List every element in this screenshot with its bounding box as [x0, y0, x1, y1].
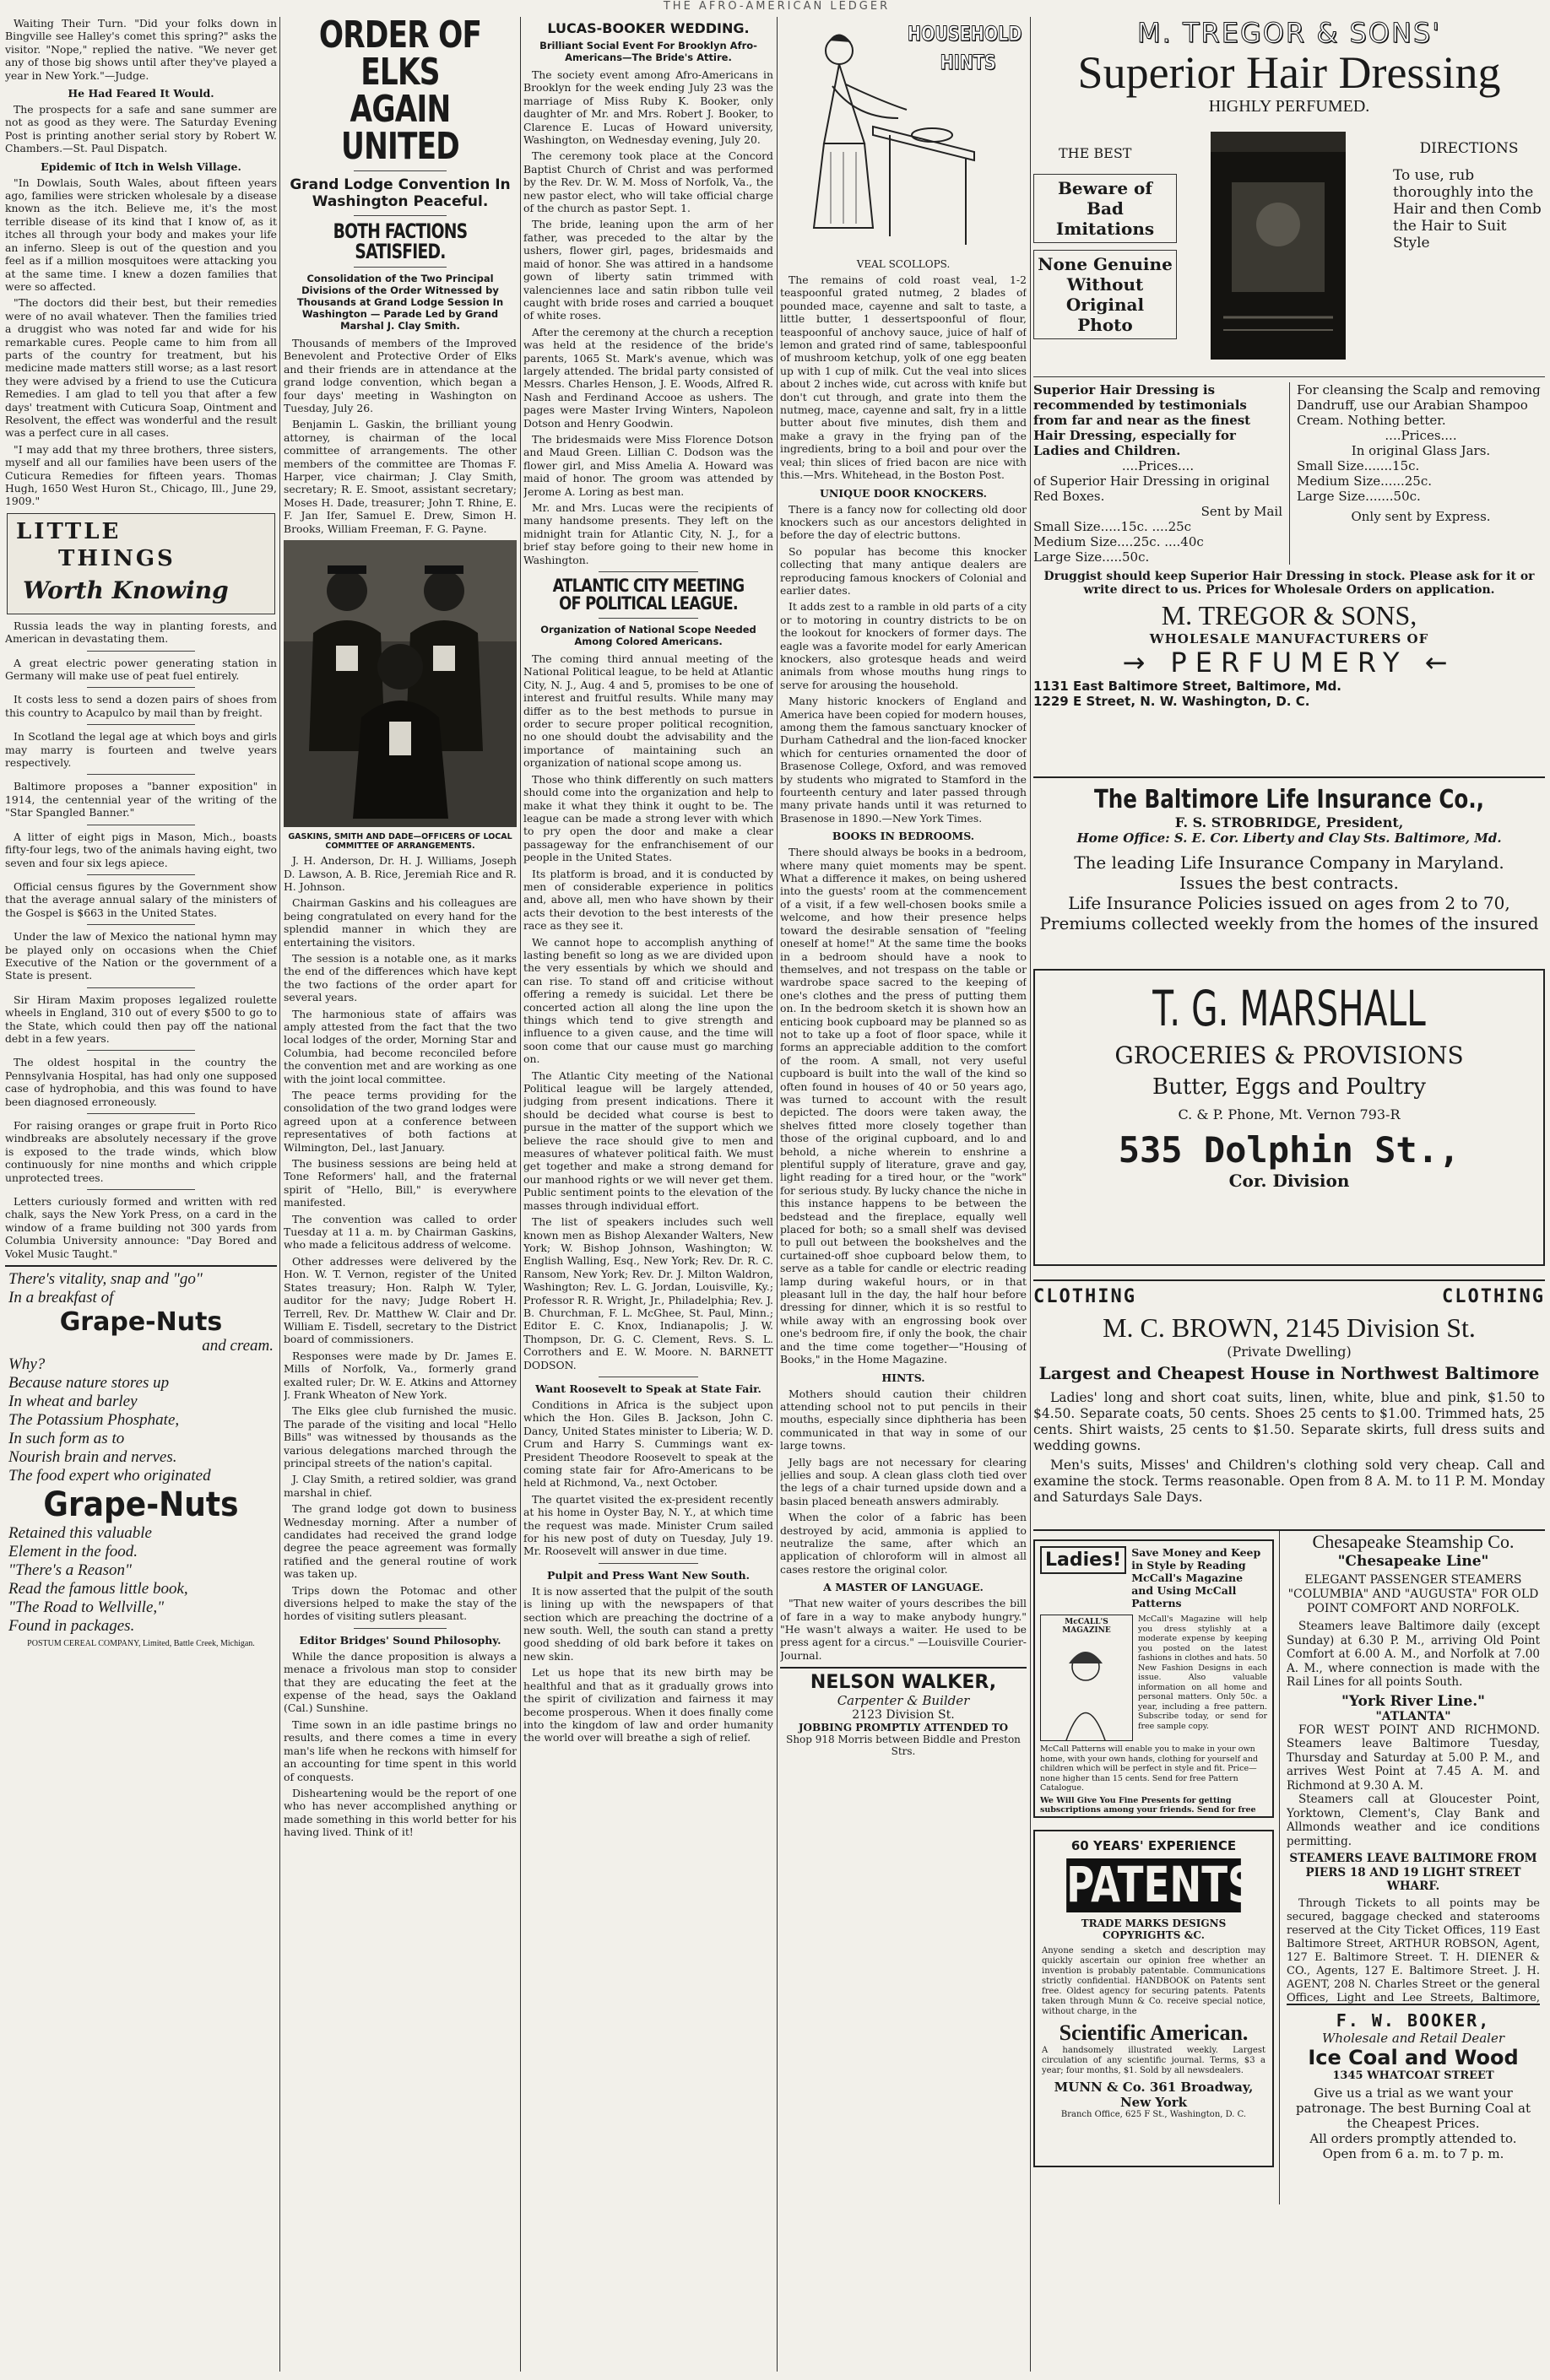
article-paragraph: J. Clay Smith, a retired soldier, was grand marshal in chief. — [284, 1473, 517, 1499]
ad-line: Element in the food. — [8, 1543, 138, 1561]
divider — [354, 267, 447, 268]
household-hints-cut — [780, 17, 1027, 270]
ad-line: Issues the best contracts. — [1179, 873, 1399, 893]
bottom-ads-left — [1033, 1531, 1280, 2204]
ad-title: F. W. BOOKER, — [1336, 2010, 1491, 2031]
ad-body: Steamers leave Baltimore daily (except Sunday) at 6.30 P. M., arriving Old Point Comfort at 6.00 A. M., and Norfolk at 7.00 A. M., where connection is made with the Rail Lines for all points South. — [1287, 1620, 1540, 1689]
ad-line: We Will Give You Fine Presents for getting subscriptions among your friends. Send for free — [1040, 1795, 1256, 1815]
tg-marshall-ad — [1033, 969, 1545, 1266]
nelson-walker-ad — [780, 1667, 1027, 1757]
divider — [87, 874, 196, 875]
household-title: HOUSEHOLD — [907, 22, 1022, 46]
tidbit: A great electric power generating station in Germany will make use of peat fuel entirely. — [5, 656, 277, 683]
article-paragraph: The ceremony took place at the Concord Baptist Church of Christ and was performed by the Rev. Dr. W. M. Moss of Norfolk, Va., the new pastor elect, who will take official charge of the church as pastor Sept. 1. — [523, 149, 773, 215]
grape-nuts-ad — [5, 1265, 277, 1652]
headline-both-factions: BOTH FACTIONS SATISFIED. — [333, 219, 468, 263]
headline-epidemic: Epidemic of Itch in Welsh Village. — [41, 160, 241, 173]
ad-line: "There's a Reason" — [8, 1561, 132, 1580]
ad-line: McCall Patterns will enable you to make in your own home, with your own hands, clothing for yourself and children which will be perfect in style and fit. Price—none higher than 15 cents. Send for free Pattern Catalogue. — [1040, 1744, 1259, 1793]
ad-address: 535 Dolphin St., — [1118, 1129, 1461, 1171]
article-deck: Organization of National Scope Needed Among Colored Americans. — [540, 624, 756, 648]
tregor-product: Superior Hair Dressing — [1077, 47, 1501, 98]
article-paragraph: "I may add that my three brothers, three sisters, myself and all our families have been users of the Cuticura Remedies for fifteen years. Thomas Hugh, 1650 West Huron St., Chicago, Ill., June 29, 1909." — [5, 442, 277, 508]
article-paragraph: When the color of a fabric has been destroyed by acid, ammonia is applied to neutralize the same, after which an application of chloroform will in almost all cases restore the original color. — [780, 1511, 1027, 1576]
photo-caption: GASKINS, SMITH AND DADE—OFFICERS OF LOCAL COMMITTEE OF ARRANGEMENTS. — [288, 832, 512, 852]
ad-line: Life Insurance Policies issued on ages from 2 to 70, — [1068, 893, 1510, 913]
ad-line: The Potassium Phosphate, — [8, 1411, 180, 1430]
ad-line: Why? — [8, 1355, 46, 1374]
article-paragraph: Those who think differently on such matters should come into the organization and help to make it what they think it ought to be. The league can be made a strong lever with which to pry open the door and make a clear passageway for the enfranchisement of our people in the United States. — [523, 772, 773, 864]
ad-line: 1345 WHATCOAT STREET — [1332, 2069, 1494, 2082]
headline-editor-bridges: Editor Bridges' Sound Philosophy. — [299, 1633, 501, 1647]
ad-line: GROCERIES & PROVISIONS — [1114, 1041, 1464, 1069]
ad-line: Cor. Division — [1228, 1171, 1350, 1191]
headline-door-knockers: UNIQUE DOOR KNOCKERS. — [819, 486, 988, 500]
tregor-directions: To use, rub thoroughly into the Hair and then Comb the Hair to Suit Style — [1393, 166, 1542, 252]
tregor-prices-left — [1033, 382, 1289, 565]
tidbit: A litter of eight pigs in Mason, Mich., boasts fifty-four legs, two of the animals having eight, two seven and four six legs apiece. — [5, 830, 277, 869]
article-paragraph: Many historic knockers of England and America have been copied for modern houses, among them the famous sanctuary knocker of Durham Cathedral and the lion-faced knocker which for centuries ornamented the door of Brasenose College, Oxford, and was removed by students who migrated to Stamford in the fourteenth century and later passed through many private hands until it was returned to Brasenose in 1890.—New York Times. — [780, 695, 1027, 825]
divider — [87, 687, 196, 688]
ad-body: FOR WEST POINT AND RICHMOND. Steamers leave Baltimore Tuesday, Thursday and Saturday at 5.00 P. M., and arrives West Point at 7.45 A. M. and Richmond at 9.30 A. M. — [1287, 1723, 1540, 1793]
ad-line: Because nature stores up — [8, 1374, 170, 1393]
article-paragraph: The bride, leaning upon the arm of her father, was preceded to the altar by the ushers, flower girl, pages, bridesmaids and maid of honor. She was attired in a handsome gown of liberty satin trimmed with valenciennes lace and satin ribbon tulle veil caught with bride roses and carried a bouquet of white roses. — [523, 218, 773, 322]
ad-line: TRADE MARKS DESIGNS COPYRIGHTS &C. — [1081, 1917, 1227, 1941]
ad-title: T. G. MARSHALL — [1152, 980, 1426, 1037]
divider — [87, 924, 196, 925]
ad-line: ....Prices.... — [1385, 427, 1457, 443]
ad-line: In wheat and barley — [8, 1393, 138, 1411]
column-2 — [284, 17, 517, 2372]
divider — [599, 1563, 698, 1564]
ad-body: Anyone sending a sketch and description may quickly ascertain our opinion free whether an invention is probably patentable. Communications strictly confidential. HANDBOOK on Patents sent free. Oldest agency for securing patents. Patents taken through Munn & Co. receive special notice, without charge, in the — [1042, 1945, 1265, 2016]
article-paragraph: J. H. Anderson, Dr. H. J. Williams, Joseph D. Lawson, A. B. Rice, Jeremiah Rice and R. H. Johnson. — [284, 854, 517, 893]
baltimore-life-ad — [1033, 776, 1545, 962]
ad-line: Home Office: S. E. Cor. Liberty and Clay Sts. Baltimore, Md. — [1076, 830, 1502, 846]
ad-line: "York River Line." — [1341, 1692, 1486, 1710]
article-paragraph: Its platform is broad, and it is conducted by men of considerable experience in politics and, above all, men who have shown by their acts their devotion to the best interests of the race as they see it. — [523, 867, 773, 933]
ad-line: 60 YEARS' EXPERIENCE — [1070, 1838, 1237, 1853]
tidbit: Baltimore proposes a "banner exposition" in 1914, the centennial year of the writing of the "Star Spangled Banner." — [5, 780, 277, 819]
article-paragraph: Trips down the Potomac and other diversions helped to make the stay of the hordes of visiting sutlers pleasant. — [284, 1583, 517, 1623]
column-rule — [1030, 17, 1031, 2372]
ad-line: Ice Coal and Wood — [1308, 2046, 1519, 2069]
subheadline: Grand Lodge Convention In Washington Peaceful. — [290, 176, 511, 210]
ad-body: A handsomely illustrated weekly. Largest circulation of any scientific journal. Terms, $3 a year; four months, $1. Sold by all newsdealers. — [1042, 2045, 1265, 2075]
ad-line: ....Prices.... — [1121, 457, 1195, 473]
article-paragraph: The coming third annual meeting of the National Political league, to be held at Atlantic City, N. J., Aug. 4 and 5, promises to be one of interest and fruitful results. While many may differ as to the best methods to pursue in order to secure proper political recognition, no one should doubt the advisability and the importance of maintaining such an organization of national scope among us. — [523, 652, 773, 770]
mccall-description: McCall's Magazine will help you dress stylishly at a moderate expense by keeping you posted on the latest fashions in clothes and hats. 50 New Fashion Designs in each issue. Also valuable information on all home and personal matters. Only 50c. a year, including a free pattern. Subscribe today, or send for free sample copy. — [1138, 1615, 1267, 1731]
ad-line: There's vitality, snap and "go" — [8, 1270, 203, 1289]
article-paragraph: It adds zest to a ramble in old parts of a city or to motoring in country districts to be on the lookout for knockers of former days. The eagle was a favorite model for early American knockers, also grotesque heads and weird animals from whose mouths hung rings to serve for arousing the household. — [780, 600, 1027, 691]
article-paragraph: The society event among Afro-Americans in Brooklyn for the week ending July 23 was the marriage of Miss Ruby K. Booker, only daughter of Mr. and Mrs. Robert J. Booker, to Clarence E. Lucas of Howard university, Washington, on Wednesday evening, July 20. — [523, 68, 773, 147]
ad-line: Sent by Mail — [1200, 503, 1282, 519]
divider — [354, 170, 447, 171]
ad-line: Open from 6 a. m. to 7 p. m. — [1322, 2146, 1504, 2161]
headline-pulpit-press: Pulpit and Press Want New South. — [547, 1568, 750, 1582]
ad-line: The leading Life Insurance Company in Maryland. — [1074, 852, 1504, 873]
divider — [354, 215, 447, 216]
article-paragraph: After the ceremony at the church a reception was held at the residence of the bride's parents, 1065 St. Mark's avenue, which was largely attended. The bridal party consisted of Messrs. Charles Henson, J. E. Woods, Alfred R. Nash and Ferdinand Accooe as ushers. The pages were Master Irving Winters, Napoleon Dotson and Henry Goodwin. — [523, 325, 773, 430]
ad-line: In original Glass Jars. — [1351, 442, 1491, 458]
divider — [599, 618, 698, 619]
ad-title: Chesapeake Steamship Co. — [1312, 1531, 1515, 1552]
little-things-logo — [7, 513, 275, 614]
article-paragraph: The harmonious state of affairs was amply attested from the fact that the two local lodges of the order, Morning Star and Columbia, had become reconciled before the convention met and are working as one with the joint local committee. — [284, 1007, 517, 1085]
article-paragraph: Disheartening would be the report of one who has never accomplished anything or made something in this world better for his having lived. Think of it! — [284, 1786, 517, 1839]
ad-line: "Chesapeake Line" — [1337, 1553, 1489, 1570]
clothing-ad — [1033, 1279, 1545, 1524]
tregor-prices — [1033, 376, 1545, 565]
divider — [599, 571, 698, 572]
ad-line: Retained this valuable — [8, 1524, 152, 1543]
article-paragraph: Other addresses were delivered by the Hon. W. T. Vernon, register of the United States treasury; Hon. Ralph W. Tyler, auditor for the navy; Judge Robert H. Terrell, Rev. Dr. Matthew W. Clair and Dr. William E. Tisdell, secretary to the District board of commissioners. — [284, 1254, 517, 1346]
tidbit: Official census figures by the Government show that the average annual salary of the ministers of the Gospel is $663 in the United States. — [5, 879, 277, 919]
ad-line: Small Size.....15c. ....25c — [1033, 518, 1192, 534]
mccall-ad — [1033, 1539, 1274, 1818]
headline-hints: HINTS. — [881, 1371, 925, 1384]
divider — [87, 724, 196, 725]
tidbit: It costs less to send a dozen pairs of shoes from this country to Acapulco by mail than by freight. — [5, 693, 277, 719]
article-paragraph: The peace terms providing for the consolidation of the two grand lodges were agreed upon at a conference between representatives of both factions at Wilmington, Del., last January. — [284, 1089, 517, 1154]
article-paragraph: It is now asserted that the pulpit of the south is lining up with the newspapers of that section which are preaching the doctrine of a new south. Well, the south can stand a pretty good shedding of old bark before it takes on new skin. — [523, 1584, 773, 1663]
arrow-left-icon: ← — [1424, 646, 1456, 679]
clothing-label-left: CLOTHING — [1033, 1286, 1136, 1307]
bottom-ads — [1033, 1529, 1545, 2204]
column-5-ads — [1033, 17, 1545, 2372]
patents-ad — [1033, 1830, 1274, 2167]
ad-line: (Private Dwelling) — [1227, 1344, 1352, 1360]
tregor-product-panel — [1033, 123, 1545, 376]
column-rule — [279, 17, 280, 2372]
article-paragraph: Benjamin L. Gaskin, the brilliant young attorney, is chairman of the local committee of arrangements. The other members of the committee are Thomas F. Harper, vice chairman; J. Clay Smith, secretary; R. E. Smoot, assistant secretary; Moses H. Dade, treasurer; John T. Rhine, E. F. Jan Ifer, Samuel E. Drew, Simon H. Brooks, William Freeman, F. G. Payne. — [284, 418, 517, 535]
ad-line: MUNN & Co. 361 Broadway, New York — [1054, 2079, 1254, 2110]
woman-at-table-illustration — [780, 17, 1027, 270]
headline-atlantic-city: ATLANTIC CITY MEETING OF POLITICAL LEAGUE. — [552, 576, 745, 614]
article-paragraph: The quartet visited the ex-president recently at his home in Oyster Bay, N. Y., at which time the request was made. Minister Crum sailed for his new post of duty on Tuesday, July 19. Mr. Roosevelt will answer in due time. — [523, 1492, 773, 1558]
ad-title: Scientific American. — [1059, 2020, 1249, 2045]
ad-title: NELSON WALKER, — [810, 1672, 997, 1694]
ad-line: All orders promptly attended to. — [1309, 2131, 1517, 2146]
tidbit: For raising oranges or grape fruit in Porto Rico windbreaks are absolutely necessary if the grove is exposed to the trade winds, which blow continuously for nine months and which cripple unprotected trees. — [5, 1119, 277, 1184]
ad-line: Shop 918 Morris between Biddle and Preston Strs. — [786, 1734, 1021, 1758]
ad-line: F. S. STROBRIDGE, President, — [1174, 814, 1404, 830]
ad-body: Men's suits, Misses' and Children's clothing sold very cheap. Call and examine the stock. Terms reasonable. Open from 8 A. M. to 11 P. M. Monday and Saturdays Sale Days. — [1033, 1458, 1545, 1505]
clothing-header — [1033, 1286, 1545, 1307]
patents-title: PATENTS — [1066, 1856, 1255, 1913]
headline-again-united: AGAIN UNITED — [340, 88, 460, 168]
ad-body: Ladies' long and short coat suits, linen, white, blue and pink, $1.50 to $4.50. Separate coats, 50 cents. Shoes 25 cents to $1.00. Trimmed hats, 25 cents. Shirt waists, 25 cents to $1.50. Separate skirts, full dress suits and wedding gowns. — [1033, 1390, 1545, 1453]
tregor-perfumed: HIGHLY PERFUMED. — [1208, 96, 1370, 116]
ad-line: Read the famous little book, — [8, 1580, 188, 1598]
ad-line: Superior Hair Dressing is recommended by testimonials from far and near as the finest Hair Dressing, especially for Ladies and Children. — [1033, 381, 1251, 458]
ad-body: Give us a trial as we want your patronage. The best Burning Coal at the Cheapest Prices. — [1295, 2085, 1531, 2131]
article-paragraph: "The doctors did their best, but their remedies were of no avail whatever. Then the families tried a druggist who was noted far and wide for his remarkable cures. People came to him from all parts of the country for treatment, but his medicine made matters still worse; as a last resort they were advised by a friend to use the Cuticura Remedies. I am glad to tell you that after a few days' treatment with Cuticura Soap, Ointment and Resolvent, the effect was wonderful and the result was a perfect cure in all cases. — [5, 296, 277, 440]
article-paragraph: There is a fancy now for collecting old door knockers such as our ancestors delighted in before the day of electric buttons. — [780, 502, 1027, 542]
mccall-magazine-cover — [1040, 1615, 1133, 1741]
tregor-address-1: 1131 East Baltimore Street, Baltimore, Md. — [1033, 678, 1342, 694]
headline-order-of-elks: ORDER OF ELKS — [318, 17, 482, 94]
article-paragraph: Thousands of members of the Improved Benevolent and Protective Order of Elks and their friends are in attendance at the grand lodge convention, which began a four days' meeting in Washington on Tuesday, July 26. — [284, 337, 517, 415]
little-things-line-2: THINGS — [58, 545, 176, 571]
column-4 — [780, 17, 1027, 2372]
little-things-line-3: Worth Knowing — [23, 576, 229, 604]
article-feared: The prospects for a safe and sane summer are not as good as they were. The Saturday Evening Post is printing another serial story by Robert W. Chambers.—St. Paul Dispatch. — [5, 103, 277, 155]
article-paragraph: The Elks glee club furnished the music. The parade of the visiting and local "Hello Bills" was witnessed by thousands as the various delegations marched through the principal streets of the nation's capital. — [284, 1404, 517, 1469]
column-rule — [777, 17, 778, 2372]
chesapeake-ad — [1287, 1531, 1540, 2004]
tidbit: Under the law of Mexico the national hymn may be played only on occasions when the Chief Executive of the Nation or the government of a State is present. — [5, 930, 277, 982]
recipe-text: The remains of cold roast veal, 1-2 teaspoonful grated nutmeg, 2 blades of pounded mace, cayenne and salt to taste, a little butter, 1 dessertspoonful of flour, teaspoonful of anchovy sauce, juice of half of lemon and grated rind of same, tablespoonful of mushroom ketchup, yolk of one egg beaten up with 1 cup of milk. Cut the veal into slices about 2 inches wide, cut across with knife but don't cut through, and grate into them the nutmeg, mace, cayenne and salt, fry in a little butter about five minutes, dish them and make a gravy in the frying pan of the ingredients, bring to a boil and pour over the veal; thin slices of fried bacon are nice with this.—Mrs. Whitehead, in the Boston Post. — [780, 273, 1027, 482]
ad-line: The food expert who originated — [8, 1467, 211, 1485]
divider — [87, 651, 196, 652]
ad-line: Only sent by Express. — [1351, 508, 1491, 524]
headline-master-language: A MASTER OF LANGUAGE. — [823, 1581, 984, 1594]
ad-line: STEAMERS LEAVE BALTIMORE FROM PIERS 18 AND 19 LIGHT STREET WHARF. — [1289, 1852, 1537, 1893]
ad-line: Large Size.......50c. — [1297, 488, 1421, 504]
article-paragraph: Chairman Gaskins and his colleagues are being congratulated on every hand for the splendid manner in which they are entertaining the visitors. — [284, 896, 517, 949]
tregor-the-best: THE BEST — [1059, 144, 1132, 161]
article-paragraph: Responses were made by Dr. James E. Mills of Norfolk, Va., formerly grand exalted ruler; Dr. W. E. Atkins and Attorney J. Frank Wheaton of New York. — [284, 1349, 517, 1401]
masthead-strip: THE AFRO-AMERICAN LEDGER — [663, 0, 891, 13]
divider — [87, 774, 196, 775]
ad-line: Large Size.....50c. — [1033, 549, 1150, 565]
headline-roosevelt: Want Roosevelt to Speak at State Fair. — [535, 1382, 761, 1395]
article-paragraph: The list of speakers includes such well known men as Bishop Alexander Walters, New York; W. Bishop Johnson, Washington; W. English Walling, Esq., New York; Rev. Dr. R. C. Ransom, New York; Rev. Dr. J. Milton Waldron, Washington; Rev. L. G. Jordan, Louisville, Ky.; Professor R. R. Wright, Jr., Philadelphia; Rev. J. B. Churchman, F. L. McGhee, St. Paul, Minn.; Editor E. C. Knox, Indianapolis; J. W. Thompson, Dr. G. C. Clement, Revs. S. L. Corrothers and E. W. Moore. N. BARNETT DODSON. — [523, 1215, 773, 1371]
ad-line: In a breakfast of — [8, 1289, 114, 1307]
article-paragraph: Mothers should caution their children attending school not to put pencils in their mouths, especially since diphtheria has been communicated in that way in some of our large towns. — [780, 1387, 1027, 1452]
ad-line: For cleansing the Scalp and removing Dandruff, use our Arabian Shampoo Cream. Nothing better. — [1297, 381, 1541, 428]
ad-line: In such form as to — [8, 1430, 125, 1448]
divider — [87, 1050, 196, 1051]
article-deck: Consolidation of the Two Principal Divisions of the Order Witnessed by Thousands at Grand Lodge Session In Washington — Parade Led by Grand Marshal J. Clay Smith. — [296, 273, 504, 332]
ad-title: M. C. BROWN, 2145 Division St. — [1103, 1312, 1476, 1343]
officers-photo-image — [284, 540, 517, 827]
ad-line: C. & P. Phone, Mt. Vernon 793-R — [1178, 1106, 1401, 1122]
article-paragraph: Mr. and Mrs. Lucas were the recipients of many handsome presents. They left on the midnight train for Atlantic City, N. J., for a brief stay before going to their new home in Washington. — [523, 501, 773, 566]
ad-line: Small Size.......15c. — [1297, 457, 1420, 473]
clothing-label-right: CLOTHING — [1442, 1286, 1545, 1307]
tidbit: Sir Hiram Maxim proposes legalized roulette wheels in England, 310 out of every $500 to go to the State, which could then pay off the national debt in a few years. — [5, 993, 277, 1045]
ad-line: "The Road to Wellville," — [8, 1598, 165, 1617]
mccall-cover-title: McCALL'S MAGAZINE — [1062, 1618, 1111, 1635]
mccall-body — [1040, 1615, 1267, 1741]
divider — [354, 1628, 447, 1629]
tregor-directions-title: DIRECTIONS — [1419, 139, 1519, 157]
divider — [87, 1189, 196, 1190]
article-paragraph: The bridesmaids were Miss Florence Dotson and Maud Green. Lillian C. Dodson was the flower girl, and Miss Amelia A. Howard was maid of honor. The groom was attended by Jerome A. Loring as best man. — [523, 432, 773, 498]
article-paragraph: We cannot hope to accomplish anything of lasting benefit so long as we are divided upon the very essentials by which we should and can rise. To stand off and criticise without offering a remedy is suicidal. Let there be concerted action all along the line upon the things which tend to give strength and influence to a given cause, and the time will soon come that our cause must go marching on. — [523, 935, 773, 1066]
ad-line: Found in packages. — [8, 1617, 135, 1636]
tregor-perfumery: PERFUMERY — [1170, 646, 1408, 679]
tregor-none-genuine: None Genuine Without Original Photo — [1033, 250, 1177, 339]
grape-nuts-title: Grape-Nuts — [59, 1307, 223, 1338]
ad-line: Premiums collected weekly from the homes of the insured — [1039, 913, 1539, 933]
ad-line: Carpenter & Builder — [837, 1693, 970, 1709]
column-rule — [520, 17, 521, 2372]
little-things-line-1: LITTLE — [16, 518, 122, 544]
tregor-prices-right — [1289, 382, 1545, 565]
ad-line: 2123 Division St. — [852, 1708, 955, 1723]
article-paragraph: The convention was called to order Tuesday at 11 a. m. by Chairman Gaskins, who made a felicitous address of welcome. — [284, 1212, 517, 1252]
article-paragraph: The session is a notable one, as it marks the end of the differences which have kept the two factions of the order apart for several years. — [284, 951, 517, 1004]
divider — [87, 1113, 196, 1114]
ad-line: Largest and Cheapest House in Northwest Baltimore — [1038, 1363, 1540, 1383]
article-paragraph: Let us hope that its new birth may be healthful and that as it gradually grows into the spirit of civilization and fairness it may become prosperous. When it does finally come into the kingdom of law and order humanity the world over will breathe a sigh of relief. — [523, 1666, 773, 1744]
ad-line: Nourish brain and nerves. — [8, 1448, 177, 1467]
column-3 — [523, 17, 773, 2372]
ad-line: of Superior Hair Dressing in original Red Boxes. — [1033, 473, 1270, 504]
woman-portrait-illustration — [1041, 1635, 1130, 1744]
ad-footer: POSTUM CEREAL COMPANY, Limited, Battle Creek, Michigan. — [27, 1639, 255, 1649]
tregor-wholesale: WHOLESALE MANUFACTURERS OF — [1149, 630, 1429, 646]
cut-caption: VEAL SCOLLOPS. — [856, 258, 951, 270]
tregor-address-2: 1229 E Street, N. W. Washington, D. C. — [1033, 693, 1310, 709]
bottom-ads-right — [1280, 1531, 1540, 2204]
tregor-company: M. TREGOR & SONS, — [1161, 599, 1417, 630]
mccall-ladies: Ladies! — [1040, 1546, 1126, 1574]
ad-title: The Baltimore Life Insurance Co., — [1093, 785, 1485, 814]
officers-photo — [284, 540, 517, 827]
headline-feared: He Had Feared It Would. — [68, 87, 214, 100]
hints-title: HINTS — [940, 51, 996, 74]
ad-body: Steamers call at Gloucester Point, Yorktown, Clement's, Clay Bank and Allmonds weather and ice conditions permitting. — [1287, 1793, 1540, 1848]
ad-line: Butter, Eggs and Poultry — [1152, 1074, 1426, 1100]
article-paragraph: Jelly bags are not necessary for clearing jellies and soup. A clean glass cloth tied over the legs of a chair turned upside down and a basin placed beneath answers admirably. — [780, 1455, 1027, 1507]
divider — [87, 987, 196, 988]
ad-line: ELEGANT PASSENGER STEAMERS "COLUMBIA" AND "AUGUSTA" FOR OLD POINT COMFORT AND NORFOLK. — [1287, 1573, 1539, 1615]
article-paragraph: "That new waiter of yours describes the bill of fare in a way to make anybody hungry." "He wasn't always a waiter. He used to be press agent for a circus." —Louisville Courier-Journal. — [780, 1597, 1027, 1662]
article-deck: Brilliant Social Event For Brooklyn Afro-Americans—The Bride's Attire. — [539, 40, 757, 63]
article-paragraph: Conditions in Africa is the subject upon which the Hon. Giles B. Jackson, John C. Dancy, United States minister to Liberia; W. D. Crum and Harry S. Cummings want ex-President Theodore Roosevelt to speak at the coming state fair for Afro-Americans to be held at Richmond, Va., next October. — [523, 1398, 773, 1490]
ad-body: Through Tickets to all points may be secured, baggage checked and staterooms reserved at the City Ticket Offices, 119 East Baltimore Street, ARTHUR ROBSON, Agent, 127 E. Baltimore Street. T. H. DIENER & CO., Agents, 127 E. Baltimore Street. J. H. AGENT, 208 N. Charles Street or the general Offices, Light and Lee Streets, Baltimore, — [1287, 1896, 1540, 2004]
article-paragraph: The Atlantic City meeting of the National Political league will be largely attended, judging from present indications. There it should be decided what course is best to pursue in the matter of the support which we believe the race should give to men and measures of whatever political faith. We must get together and make a strong demand for our manhood rights or we will never get them. Public sentiment points to the elevation of the masses through individual effort. — [523, 1068, 773, 1212]
headline-lucas-booker: LUCAS-BOOKER WEDDING. — [547, 20, 750, 36]
ad-line: Branch Office, 625 F St., Washington, D. C. — [1060, 2109, 1247, 2119]
article-paragraph: "In Dowlais, South Wales, about fifteen years ago, families were stricken wholesale by a disease known as the itch. Believe me, it's the most terrible disease of its kind that I know of, as it itches all through your body and makes your life an inferno. Sleep is out of the question and you feel as if a million mosquitoes were attacking you at the same time. I knew a dozen families that were so affected. — [5, 176, 277, 293]
article-waiting-their-turn: Waiting Their Turn. "Did your folks down in Bingville see Halley's comet this spring?" asks the visitor. "Nope," replied the native. "We never get any of those big shows until after they've played a year in New York."—Judge. — [5, 17, 277, 82]
tregor-druggist: Druggist should keep Superior Hair Dressing in stock. Please ask for it or write direct to us. Prices for Wholesale Orders on application. — [1043, 569, 1535, 597]
ad-line: Medium Size....25c. ....40c — [1033, 533, 1204, 549]
booker-ad — [1287, 2004, 1540, 2161]
mccall-header — [1040, 1546, 1267, 1609]
tregor-perfumery-row — [1033, 646, 1545, 679]
tidbit: The oldest hospital in the country the Pennsylvania Hospital, has had only one supposed case of hydrophobia, and this was found to have been diagnosed erroneously. — [5, 1056, 277, 1108]
ad-line: and cream. — [202, 1337, 274, 1355]
tidbit: In Scotland the legal age at which boys and girls may marry is fourteen and twelve years respectively. — [5, 730, 277, 770]
tidbit: Russia leads the way in planting forests, and American in devastating them. — [5, 619, 277, 646]
ad-line: Wholesale and Retail Dealer — [1321, 2031, 1505, 2046]
tregor-ad — [1033, 17, 1545, 776]
ad-line: Medium Size......25c. — [1297, 473, 1433, 489]
tidbit: Letters curiously formed and written with red chalk, says the New York Press, on a card in the window of a frame building not 300 yards from Columbia University announce: "Day Bored and Vokel Music Taught." — [5, 1195, 277, 1260]
arrow-right-icon: → — [1122, 646, 1154, 679]
ad-line: "ATLANTA" — [1375, 1709, 1451, 1723]
article-paragraph: The grand lodge got down to business Wednesday morning. After a number of candidates had received the grand lodge degree the peace agreement was formally ratified and the general routine of work was taken up. — [284, 1502, 517, 1581]
hair-dressing-tin-image — [1198, 123, 1358, 368]
column-1 — [5, 17, 277, 2372]
ad-line: JOBBING PROMPTLY ATTENDED TO — [798, 1722, 1009, 1734]
tregor-title: M. TREGOR & SONS' — [1136, 17, 1441, 49]
grape-nuts-title: Grape-Nuts — [43, 1485, 239, 1525]
article-paragraph: Time sown in an idle pastime brings no results, and there comes a time in every man's life when he reckons with himself for an accounting for time spent in this world of conquests. — [284, 1717, 517, 1783]
article-paragraph: While the dance proposition is always a menace a frivolous man stop to consider that they are educating the feet at the expense of the head, says the Oakland (Cal.) Sunshine. — [284, 1649, 517, 1715]
article-paragraph: There should always be books in a bedroom, where many quiet moments may be spent. What a difference it makes, on being ushered into the guests' room at the commencement of a visit, if a few well-chosen books smile a welcome, and how their presence helps toward the desirable sensation of "feeling oneself at home!" At the same time the books in a bedroom should have a nook to themselves, and not trespass on the table or wardrobe space sacred to the keeping of one's clothes and the press of putting them on. In the bedroom sketch it is shown how an enticing book cupboard may be planned so as not to take up a foot of floor space, while it forms an appreciable addition to the comfort of the room. A small, not very useful cupboard is built into the wall of the kind so often found in houses of 40 or 50 years ago, was turned to account with the result depicted. The doors were taken away, the shelves fitted more closely together than those of the original cupboard, and lo and behold, a niche wherein to enshrine a plentiful supply of literature, grave and gay, light reading for a tired hour, or the "work" for serious study. By lucky chance the niche in this instance happens to be between the bedstead and the fireplace, equally well placed for both; so a small shelf was devised to pull out between the bookshelves and the curtained-off shoe cupboard below them, to serve as a table for candle or electric reading lamp during wakeful hours, or in that pleasant lull in the day, the half hour before dressing for dinner, which it is so restful to while away with an engrossing book over one's bedroom fire, if only the book, the chair and the time come together—"Housing of Books," in the Home Magazine. — [780, 846, 1027, 1366]
article-paragraph: So popular has become this knocker collecting that many antique dealers are reproducing famous knockers of Colonial and earlier dates. — [780, 544, 1027, 597]
mccall-tagline: Save Money and Keep in Style by Reading McCall's Magazine and Using McCall Patterns — [1131, 1546, 1261, 1609]
headline-books-bedrooms: BOOKS IN BEDROOMS. — [832, 830, 975, 843]
tregor-beware: Beware of Bad Imitations — [1033, 174, 1177, 243]
article-paragraph: The business sessions are being held at Tone Reformers' hall, and the fraternal spirit of "Hello, Bill," is everywhere manifested. — [284, 1157, 517, 1209]
